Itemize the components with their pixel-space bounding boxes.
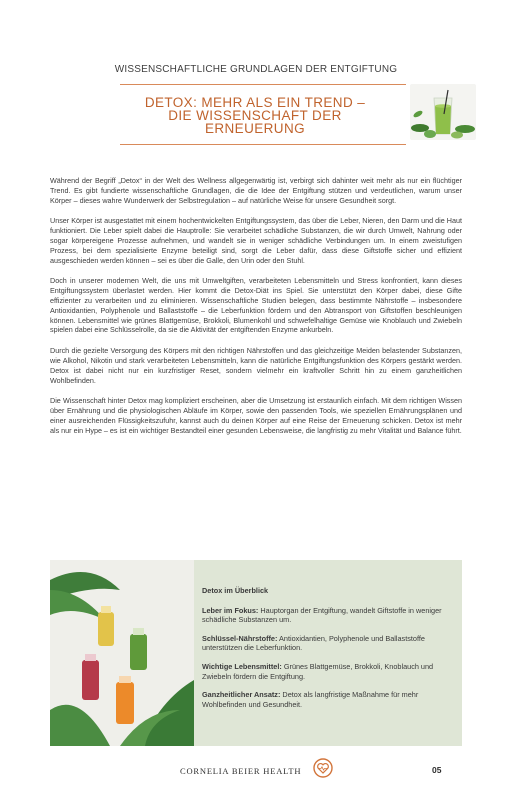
overview-item	[202, 662, 448, 681]
paragraph: Unser Körper ist ausgestattet mit einem hochentwickelten Entgiftungssystem, das über die Leber, Nieren, den Darm und die Haut funktioniert. Die Leber spielt dabei die Hauptrolle: Sie verarbeitet schädliche Substanzen, die wir durch Umwelt, Nahrung oder sogar körpereigene Prozesse aufnehmen, und wandelt sie in weniger schädliche Verbindungen um. In einem zweistufigen Prozess, bei dem spezialisierte Enzyme beteiligt sind, sorgt die Leber dafür, dass diese Giftstoffe sicher und effizient ausgeschieden werden können – sei es über die Galle, den Urin oder den Stuhl.	[50, 216, 462, 265]
overview-item-text: Grünes Blattgemüse, Brokkoli, Knoblauch und Zwiebeln fördern die Entgiftung.	[202, 661, 434, 681]
overview-item-key: Ganzheitlicher Ansatz:	[202, 690, 281, 700]
paragraph: Während der Begriff „Detox“ in der Welt des Wellness allgegenwärtig ist, verbirgt sich dahinter weit mehr als nur ein flüchtiger Trend. Es gibt fundierte wissenschaftliche Grundlagen, die die Idee der Entgiftung stützen und verdeutlichen, warum unser Körper – dieses wahre Wunderwerk der Selbstregulation – auf natürliche Weise für unsere Gesundheit sorgt.	[50, 176, 462, 205]
title-line: ERNEUERUNG	[204, 121, 305, 136]
header-rule-bottom	[120, 144, 406, 145]
overview-item-key: Schlüssel-Nährstoffe:	[202, 633, 278, 643]
paragraph: Die Wissenschaft hinter Detox mag kompliziert erscheinen, aber die Umsetzung ist erstaunlich einfach. Mit dem richtigen Wissen über Ernährung und die physiologischen Abläufe im Körper, sowie den passenden Tools, wie speziellen Ernährungsplänen und einer ausreichenden Flüssigkeitszufuhr, kannst auch du deinen Körper auf eine Reise der Erneuerung schicken. Detox ist mehr als nur ein Hype – es ist ein wichtiger Bestandteil einer gesunden Lebensweise, die langfristig zu mehr Vitalität und Balance führt.	[50, 396, 462, 435]
heart-logo-icon	[313, 758, 333, 778]
paragraph: Doch in unserer modernen Welt, die uns mit Umweltgiften, verarbeiteten Lebensmitteln und Stress konfrontiert, kann dieses Entgiftungssystem überlastet werden. Hier kommt die Detox-Diät ins Spiel. Sie unterstützt den Körper dabei, diese Gifte effizienter zu verarbeiten und zu eliminieren. Wissenschaftliche Studien belegen, dass bestimmte Nährstoffe – insbesondere Antioxidantien, Polyphenole und Ballaststoffe – die Leberfunktion fördern und den Abtransport von Giftstoffen beschleunigen können. Lebensmittel wie grünes Blattgemüse, Brokkoli, Blumenkohl und schwefelhaltige Gemüse wie Knoblauch und Zwiebeln spielen dabei eine Schlüsselrolle, da sie die Aktivität der entgiftenden Enzyme ankurbeln.	[50, 276, 462, 335]
overview-item-text: Detox als langfristige Maßnahme für mehr Wohlbefinden und Gesundheit.	[202, 690, 419, 709]
title-line: DIE WISSENSCHAFT DER	[168, 108, 342, 123]
section-label: WISSENSCHAFTLICHE GRUNDLAGEN DER ENTGIFTUNG	[114, 64, 398, 75]
overview-item-text: Antioxidantien, Polyphenole und Ballaststoffe unterstützen die Leberfunktion.	[202, 633, 425, 653]
overview-box	[194, 560, 462, 746]
overview-title: Detox im Überblick	[202, 586, 269, 595]
overview-item-text: Hauptorgan der Entgiftung, wandelt Giftstoffe in weniger schädliche Substanzen um.	[202, 605, 442, 625]
overview-item	[202, 690, 448, 709]
title-line: DETOX: MEHR ALS EIN TREND –	[144, 95, 366, 110]
overview-item-key: Wichtige Lebensmittel:	[202, 661, 282, 671]
overview-item	[202, 606, 448, 625]
overview-item	[202, 634, 448, 653]
page-number: 05	[432, 765, 442, 775]
overview-item-key: Leber im Fokus:	[202, 605, 259, 615]
paragraph: Durch die gezielte Versorgung des Körpers mit den richtigen Nährstoffen und das gleichzeitige Meiden belastender Substanzen, wie Alkohol, Nikotin und stark verarbeiteten Lebensmitteln, kann die natürliche Entgiftungsfunktion des Körpers gestärkt werden. Detox ist dabei nicht nur ein kurzfristiger Reset, sondern vielmehr ein kraftvoller Schritt hin zu einem ganzheitlichen Wohlbefinden.	[50, 346, 462, 385]
juice-bottles-image	[50, 560, 194, 746]
header-rule-top	[120, 84, 406, 85]
body-text	[50, 176, 462, 447]
green-smoothie-image	[410, 84, 476, 140]
footer-brand: CORNELIA BEIER HEALTH	[180, 766, 302, 776]
page-title	[120, 96, 390, 135]
